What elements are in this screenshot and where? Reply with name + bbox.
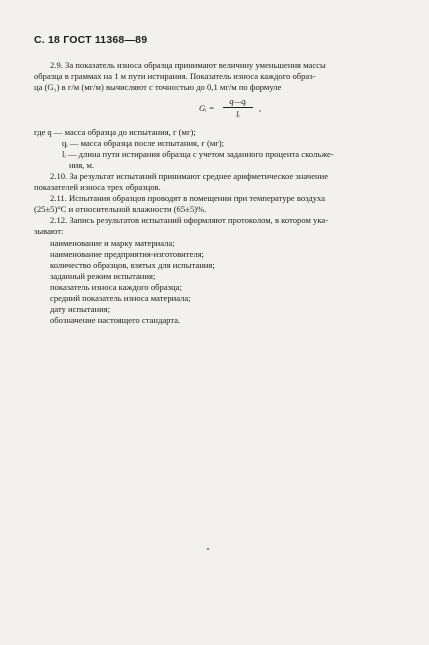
formula-denominator: lᵢ bbox=[236, 109, 240, 119]
paragraph-2-9-line-1: 2.9. За показатель износа образца принимают величину уменьшения массы bbox=[50, 60, 326, 70]
page-header: С. 18 ГОСТ 11368—89 bbox=[34, 34, 148, 46]
formula-numerator: q—qᵢ bbox=[223, 96, 253, 108]
paragraph-2-10-line-1: 2.10. За результат испытаний принимают среднее арифметическое значение bbox=[50, 171, 329, 181]
where-line-4: ния, м. bbox=[69, 160, 95, 170]
paragraph-2-9-line-3: ца (G₁) в г/м (мг/м) вычисляют с точностью до 0,1 мг/м по формуле bbox=[34, 82, 282, 92]
where-line-3: lᵢ — длина пути истирания образца с учетом заданного процента скольже- bbox=[62, 149, 334, 159]
list-item: наименование и марку материала; bbox=[50, 238, 175, 248]
scan-speck bbox=[207, 548, 209, 550]
paragraph-2-12-line-1: 2.12. Запись результатов испытаний оформляют протоколом, в котором ука- bbox=[50, 215, 329, 225]
list-item: количество образцов, взятых для испытания; bbox=[50, 260, 215, 270]
list-item: наименование предприятия-изготовителя; bbox=[50, 249, 204, 259]
list-item: обозначение настоящего стандарта. bbox=[50, 315, 181, 325]
paragraph-2-10-line-2: показателей износа трех образцов. bbox=[34, 182, 161, 192]
list-item: дату испытания; bbox=[50, 304, 111, 314]
paragraph-2-11-line-2: (25±5)°С и относительной влажности (65±5)%. bbox=[34, 204, 207, 214]
list-item: средний показатель износа материала; bbox=[50, 293, 191, 303]
where-line-2: qᵢ — масса образца после испытания, г (мг); bbox=[62, 138, 225, 148]
paragraph-2-9-line-2: образца в граммах на 1 м пути истирания. Показатель износа каждого образ- bbox=[34, 71, 316, 81]
list-item: показатель износа каждого образца; bbox=[50, 282, 182, 292]
formula-lhs: Gᵢ = bbox=[199, 103, 215, 113]
formula-comma: , bbox=[259, 103, 262, 113]
paragraph-2-11-line-1: 2.11. Испытания образцов проводят в помещении при температуре воздуха bbox=[50, 193, 326, 203]
paragraph-2-12-line-2: зывают: bbox=[34, 226, 64, 236]
formula-fraction bbox=[223, 96, 253, 119]
list-item: заданный режим испытания; bbox=[50, 271, 156, 281]
where-line-1: где q — масса образца до испытания, г (мг); bbox=[34, 127, 196, 137]
